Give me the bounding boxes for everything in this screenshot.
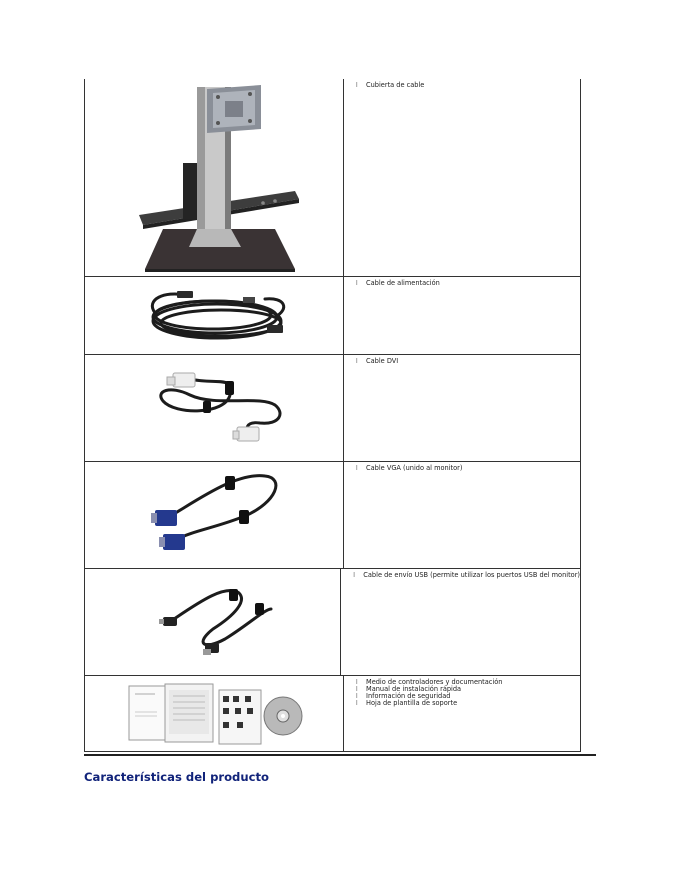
table-row [85,568,580,675]
list-item: l Cable VGA (unido al monitor) [356,464,463,472]
power-cable-image [85,277,344,354]
table-row [85,461,580,568]
list-item: l Manual de instalación rápida [356,685,462,693]
usb-cable-image [85,569,341,675]
documents-image [85,676,344,751]
section-heading: Características del producto [84,770,269,784]
list-item: l Medio de controladores y documentación [356,678,503,686]
list-item: l Cable de envío USB (permite utilizar los puertos USB del monitor) [353,571,580,579]
section-divider [84,754,596,756]
package-contents-table [84,79,581,752]
stand-image [85,79,344,276]
list-item: l Información de seguridad [356,692,451,700]
list-item: l Hoja de plantilla de soporte [356,699,458,707]
table-row [85,276,580,354]
table-row [85,675,580,751]
list-item: l Cable de alimentación [356,279,440,287]
list-item: l Cubierta de cable [356,81,425,89]
list-item: l Cable DVI [356,357,399,365]
table-row [85,79,580,276]
vga-cable-image [85,462,344,568]
dvi-cable-image [85,355,344,461]
table-row [85,354,580,461]
